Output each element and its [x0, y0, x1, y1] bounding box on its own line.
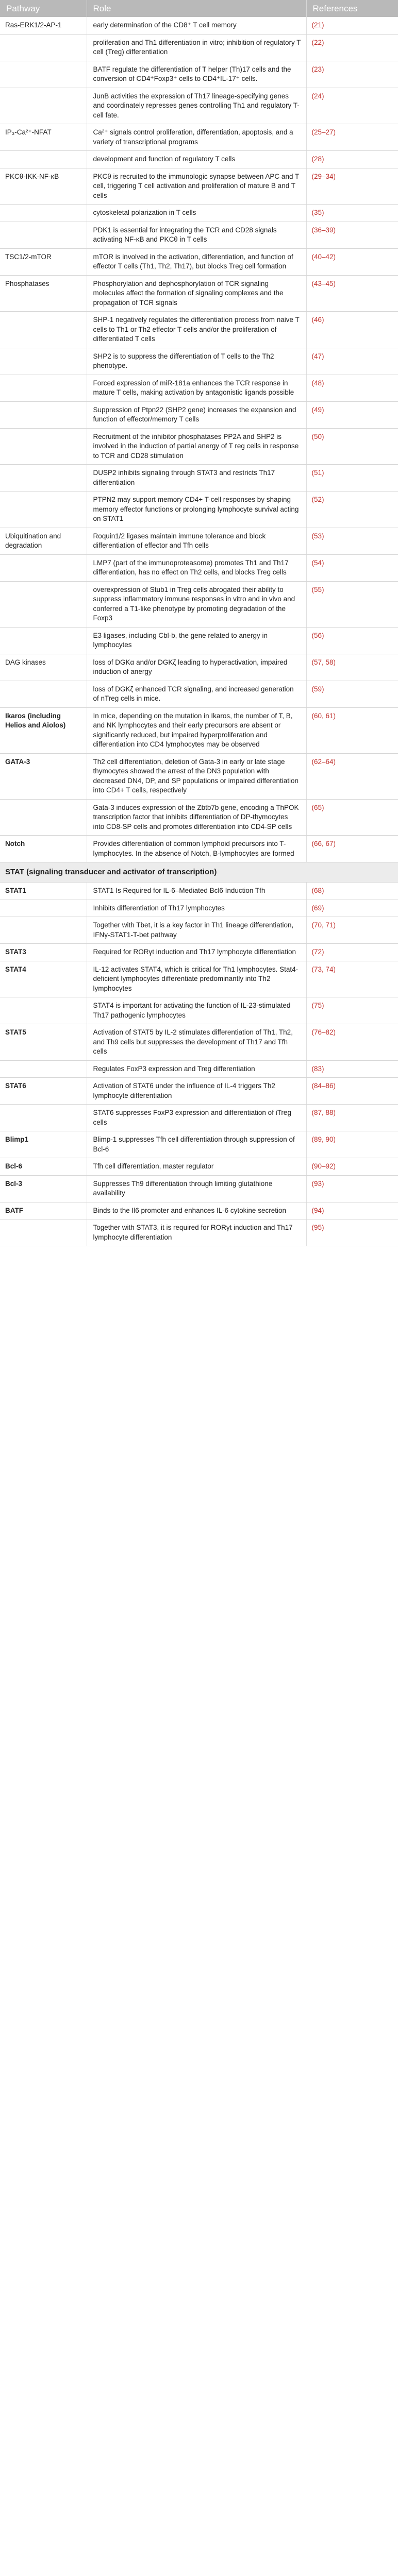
- role-cell: Phosphorylation and dephosphorylation of TCR signaling molecules affect the formation of signaling complexes and the propagation of TCR signals: [87, 275, 306, 312]
- reference-link[interactable]: (52): [306, 492, 398, 528]
- table-row: [0, 222, 398, 248]
- pathway-cell: PKCθ-IKK-NF-κB: [0, 168, 87, 205]
- role-cell: Recruitment of the inhibitor phosphatases PP2A and SHP2 is involved in the induction of partial anergy of T reg cells in response to TCR and CD28 stimulation: [87, 428, 306, 465]
- table-row: [0, 492, 398, 528]
- reference-link[interactable]: (24): [306, 88, 398, 124]
- table-row: [0, 883, 398, 900]
- pathway-cell: [0, 581, 87, 627]
- table-row: [0, 34, 398, 61]
- role-cell: PDK1 is essential for integrating the TCR and CD28 signals activating NF-κB and PKCθ in T cells: [87, 222, 306, 248]
- table-row: [0, 124, 398, 151]
- reference-link[interactable]: (84–86): [306, 1078, 398, 1105]
- role-cell: Regulates FoxP3 expression and Treg differentiation: [87, 1060, 306, 1078]
- reference-link[interactable]: (90–92): [306, 1158, 398, 1176]
- reference-link[interactable]: (68): [306, 883, 398, 900]
- reference-link[interactable]: (70, 71): [306, 917, 398, 944]
- pathway-cell: Bcl-6: [0, 1158, 87, 1176]
- role-cell: Roquin1/2 ligases maintain immune tolerance and block differentiation of effector and Tfh cells: [87, 528, 306, 554]
- role-cell: Tfh cell differentiation, master regulator: [87, 1158, 306, 1176]
- table-row: [0, 707, 398, 753]
- pathway-cell: [0, 681, 87, 707]
- reference-link[interactable]: (76–82): [306, 1024, 398, 1061]
- pathway-cell: Notch: [0, 836, 87, 862]
- table-row: [0, 627, 398, 654]
- table-row: [0, 401, 398, 428]
- reference-link[interactable]: (62–64): [306, 753, 398, 799]
- reference-link[interactable]: (22): [306, 34, 398, 61]
- table-row: [0, 1024, 398, 1061]
- table-row: [0, 428, 398, 465]
- role-cell: Together with Tbet, it is a key factor in Th1 lineage differentiation, IFNγ-STAT1-T-bet pathway: [87, 917, 306, 944]
- table-row: [0, 375, 398, 401]
- role-cell: Binds to the Il6 promoter and enhances IL-6 cytokine secretion: [87, 1202, 306, 1219]
- table-row: [0, 275, 398, 312]
- reference-link[interactable]: (56): [306, 627, 398, 654]
- reference-link[interactable]: (66, 67): [306, 836, 398, 862]
- table-row: [0, 1060, 398, 1078]
- table-row: [0, 465, 398, 492]
- table-row: [0, 88, 398, 124]
- pathway-cell: [0, 88, 87, 124]
- role-cell: Together with STAT3, it is required for RORγt induction and Th17 lymphocyte differentiation: [87, 1219, 306, 1246]
- reference-link[interactable]: (54): [306, 554, 398, 581]
- reference-link[interactable]: (94): [306, 1202, 398, 1219]
- reference-link[interactable]: (83): [306, 1060, 398, 1078]
- reference-link[interactable]: (50): [306, 428, 398, 465]
- role-cell: E3 ligases, including Cbl-b, the gene related to anergy in lymphocytes: [87, 627, 306, 654]
- pathway-cell: [0, 375, 87, 401]
- pathway-cell: [0, 205, 87, 222]
- role-cell: PKCθ is recruited to the immunologic synapse between APC and T cell, triggering T cell activation and proliferation of mature B and T cells: [87, 168, 306, 205]
- pathway-cell: GATA-3: [0, 753, 87, 799]
- role-cell: loss of DGKα and/or DGKζ leading to hyperactivation, impaired induction of anergy: [87, 654, 306, 681]
- pathway-cell: [0, 312, 87, 348]
- role-cell: development and function of regulatory T cells: [87, 151, 306, 168]
- table-row: [0, 944, 398, 961]
- table-row: [0, 961, 398, 997]
- reference-link[interactable]: (87, 88): [306, 1105, 398, 1131]
- table-body-stat: [0, 883, 398, 1246]
- role-cell: STAT6 suppresses FoxP3 expression and differentiation of iTreg cells: [87, 1105, 306, 1131]
- table-row: [0, 581, 398, 627]
- reference-link[interactable]: (48): [306, 375, 398, 401]
- role-cell: Activation of STAT5 by IL-2 stimulates differentiation of Th1, Th2, and Th9 cells but suppresses the development of Th17 and Tfh cells: [87, 1024, 306, 1061]
- pathway-cell: Phosphatases: [0, 275, 87, 312]
- role-cell: SHP2 is to suppress the differentiation of T cells to the Th2 phenotype.: [87, 348, 306, 375]
- pathway-cell: [0, 428, 87, 465]
- pathway-cell: [0, 401, 87, 428]
- table-row: [0, 248, 398, 275]
- reference-link[interactable]: (75): [306, 997, 398, 1024]
- role-cell: Blimp-1 suppresses Tfh cell differentiation through suppression of Bcl-6: [87, 1131, 306, 1158]
- table-row: [0, 1131, 398, 1158]
- role-cell: Ca²⁺ signals control proliferation, differentiation, apoptosis, and a variety of transcriptional programs: [87, 124, 306, 151]
- table-row: [0, 1078, 398, 1105]
- role-cell: Forced expression of miR-181a enhances the TCR response in mature T cells, making activation by antagonistic ligands possible: [87, 375, 306, 401]
- table-row: [0, 205, 398, 222]
- reference-link[interactable]: (59): [306, 681, 398, 707]
- pathway-cell: [0, 799, 87, 836]
- pathway-cell: [0, 492, 87, 528]
- role-cell: STAT1 Is Required for IL-6–Mediated Bcl6 Induction Tfh: [87, 883, 306, 900]
- reference-link[interactable]: (93): [306, 1175, 398, 1202]
- table-row: [0, 753, 398, 799]
- reference-link[interactable]: (53): [306, 528, 398, 554]
- pathway-cell: Bcl-3: [0, 1175, 87, 1202]
- pathway-cell: [0, 348, 87, 375]
- table-row: [0, 1219, 398, 1246]
- reference-link[interactable]: (23): [306, 61, 398, 88]
- role-cell: Required for RORγt induction and Th17 lymphocyte differentiation: [87, 944, 306, 961]
- pathway-cell: [0, 1060, 87, 1078]
- pathway-cell: Ubiquitination and degradation: [0, 528, 87, 554]
- table-row: [0, 61, 398, 88]
- reference-link[interactable]: (43–45): [306, 275, 398, 312]
- reference-link[interactable]: (60, 61): [306, 707, 398, 753]
- table-row: [0, 151, 398, 168]
- reference-link[interactable]: (55): [306, 581, 398, 627]
- pathway-cell: BATF: [0, 1202, 87, 1219]
- pathway-cell: STAT3: [0, 944, 87, 961]
- role-cell: Provides differentiation of common lymphoid precursors into T-lymphocytes. In the absence of Notch, B-lymphocytes are formed: [87, 836, 306, 862]
- role-cell: DUSP2 inhibits signaling through STAT3 and restricts Th17 differentiation: [87, 465, 306, 492]
- table-row: [0, 1105, 398, 1131]
- section-title: STAT (signaling transducer and activator of transcription): [0, 862, 398, 883]
- reference-link[interactable]: (69): [306, 900, 398, 917]
- pathway-cell: STAT6: [0, 1078, 87, 1105]
- table-row: [0, 528, 398, 554]
- pathway-cell: [0, 465, 87, 492]
- pathway-cell: [0, 554, 87, 581]
- table-row: [0, 681, 398, 707]
- reference-link[interactable]: (29–34): [306, 168, 398, 205]
- pathway-cell: [0, 151, 87, 168]
- role-cell: STAT4 is important for activating the function of IL-23-stimulated Th17 pathogenic lymphocytes: [87, 997, 306, 1024]
- role-cell: SHP-1 negatively regulates the differentiation process from naive T cells to Th1 or Th2 effector T cells and/or the proliferation of differentiated T cells: [87, 312, 306, 348]
- role-cell: proliferation and Th1 differentiation in vitro; inhibition of regulatory T cell (Treg) differentiation: [87, 34, 306, 61]
- reference-link[interactable]: (65): [306, 799, 398, 836]
- column-header-pathway: Pathway: [0, 0, 87, 17]
- reference-link[interactable]: (89, 90): [306, 1131, 398, 1158]
- role-cell: early determination of the CD8⁺ T cell memory: [87, 17, 306, 34]
- table-row: [0, 654, 398, 681]
- role-cell: PTPN2 may support memory CD4+ T-cell responses by shaping memory effector functions or prolonging lymphocyte survival acting on STAT1: [87, 492, 306, 528]
- role-cell: Suppression of Ptpn22 (SHP2 gene) increases the expansion and function of effector/memory T cells: [87, 401, 306, 428]
- section-row-stat: [0, 862, 398, 883]
- role-cell: cytoskeletal polarization in T cells: [87, 205, 306, 222]
- pathway-cell: Ikaros (including Helios and Aiolos): [0, 707, 87, 753]
- role-cell: Gata-3 induces expression of the Zbtb7b gene, encoding a ThPOK transcription factor that inhibits differentiation of DP-thymocytes into CD8-SP cells and promotes differentiation into CD4-SP cells: [87, 799, 306, 836]
- pathway-cell: DAG kinases: [0, 654, 87, 681]
- pathway-cell: [0, 222, 87, 248]
- pathway-cell: Blimp1: [0, 1131, 87, 1158]
- pathway-cell: STAT4: [0, 961, 87, 997]
- table-row: [0, 17, 398, 34]
- reference-link[interactable]: (36–39): [306, 222, 398, 248]
- table-row: [0, 1158, 398, 1176]
- role-cell: BATF regulate the differentiation of T helper (Th)17 cells and the conversion of CD4⁺Foxp3⁺ cells to CD4⁺IL-17⁺ cells.: [87, 61, 306, 88]
- role-cell: JunB activities the expression of Th17 lineage-specifying genes and coordinately represses genes controlling Th1 and regulatory T-cell fate.: [87, 88, 306, 124]
- pathway-cell: STAT5: [0, 1024, 87, 1061]
- table-body-main: [0, 17, 398, 862]
- pathway-cell: [0, 627, 87, 654]
- pathway-cell: [0, 917, 87, 944]
- column-header-references: References: [306, 0, 398, 17]
- reference-link[interactable]: (21): [306, 17, 398, 34]
- role-cell: Suppresses Th9 differentiation through limiting glutathione availability: [87, 1175, 306, 1202]
- reference-link[interactable]: (40–42): [306, 248, 398, 275]
- pathway-cell: STAT1: [0, 883, 87, 900]
- reference-link[interactable]: (73, 74): [306, 961, 398, 997]
- role-cell: loss of DGKζ enhanced TCR signaling, and increased generation of nTreg cells in mice.: [87, 681, 306, 707]
- reference-link[interactable]: (49): [306, 401, 398, 428]
- pathway-cell: TSC1/2-mTOR: [0, 248, 87, 275]
- role-cell: LMP7 (part of the immunoproteasome) promotes Th1 and Th17 differentiation, has no effect on Th2 cells, and blocks Treg cells: [87, 554, 306, 581]
- table-row: [0, 1202, 398, 1219]
- reference-link[interactable]: (95): [306, 1219, 398, 1246]
- table-row: [0, 312, 398, 348]
- pathway-cell: [0, 900, 87, 917]
- table-row: [0, 348, 398, 375]
- table-header-row: [0, 0, 398, 17]
- reference-link[interactable]: (57, 58): [306, 654, 398, 681]
- table-row: [0, 799, 398, 836]
- reference-link[interactable]: (25–27): [306, 124, 398, 151]
- pathway-cell: [0, 1219, 87, 1246]
- table-row: [0, 997, 398, 1024]
- table-row: [0, 836, 398, 862]
- table-row: [0, 917, 398, 944]
- pathway-cell: [0, 1105, 87, 1131]
- reference-link[interactable]: (72): [306, 944, 398, 961]
- role-cell: overexpression of Stub1 in Treg cells abrogated their ability to suppress inflammatory immune responses in vitro and in vivo and conferred a T1-like phenotype by promoting degradation of the Foxp3: [87, 581, 306, 627]
- table-row: [0, 900, 398, 917]
- role-cell: IL-12 activates STAT4, which is critical for Th1 lymphocytes. Stat4-deficient lymphocytes differentiate predominantly into Th2 lymphocytes: [87, 961, 306, 997]
- role-cell: Th2 cell differentiation, deletion of Gata-3 in early or late stage thymocytes showed the arrest of the DN3 population with decreased DN4, DP, and SP populations or impaired differentiation into CD4+ T cells, respectively: [87, 753, 306, 799]
- reference-link[interactable]: (46): [306, 312, 398, 348]
- pathway-cell: IP₃-Ca²⁺-NFAT: [0, 124, 87, 151]
- pathway-cell: [0, 997, 87, 1024]
- reference-link[interactable]: (35): [306, 205, 398, 222]
- table-row: [0, 168, 398, 205]
- reference-link[interactable]: (47): [306, 348, 398, 375]
- pathway-cell: [0, 34, 87, 61]
- pathway-cell: Ras-ERK1/2-AP-1: [0, 17, 87, 34]
- reference-link[interactable]: (51): [306, 465, 398, 492]
- role-cell: mTOR is involved in the activation, differentiation, and function of effector T cells (Th1, Th2, Th17), but blocks Treg cell formation: [87, 248, 306, 275]
- role-cell: Activation of STAT6 under the influence of IL-4 triggers Th2 lymphocyte differentiation: [87, 1078, 306, 1105]
- column-header-role: Role: [87, 0, 306, 17]
- table-row: [0, 1175, 398, 1202]
- pathway-table: [0, 0, 398, 1246]
- role-cell: Inhibits differentiation of Th17 lymphocytes: [87, 900, 306, 917]
- reference-link[interactable]: (28): [306, 151, 398, 168]
- table-row: [0, 554, 398, 581]
- role-cell: In mice, depending on the mutation in Ikaros, the number of T, B, and NK lymphocytes and their early precursors are absent or significantly reduced, but impaired hyperproliferation and differentiation into CD4 lymphocytes may be observed: [87, 707, 306, 753]
- pathway-cell: [0, 61, 87, 88]
- table-section: [0, 862, 398, 883]
